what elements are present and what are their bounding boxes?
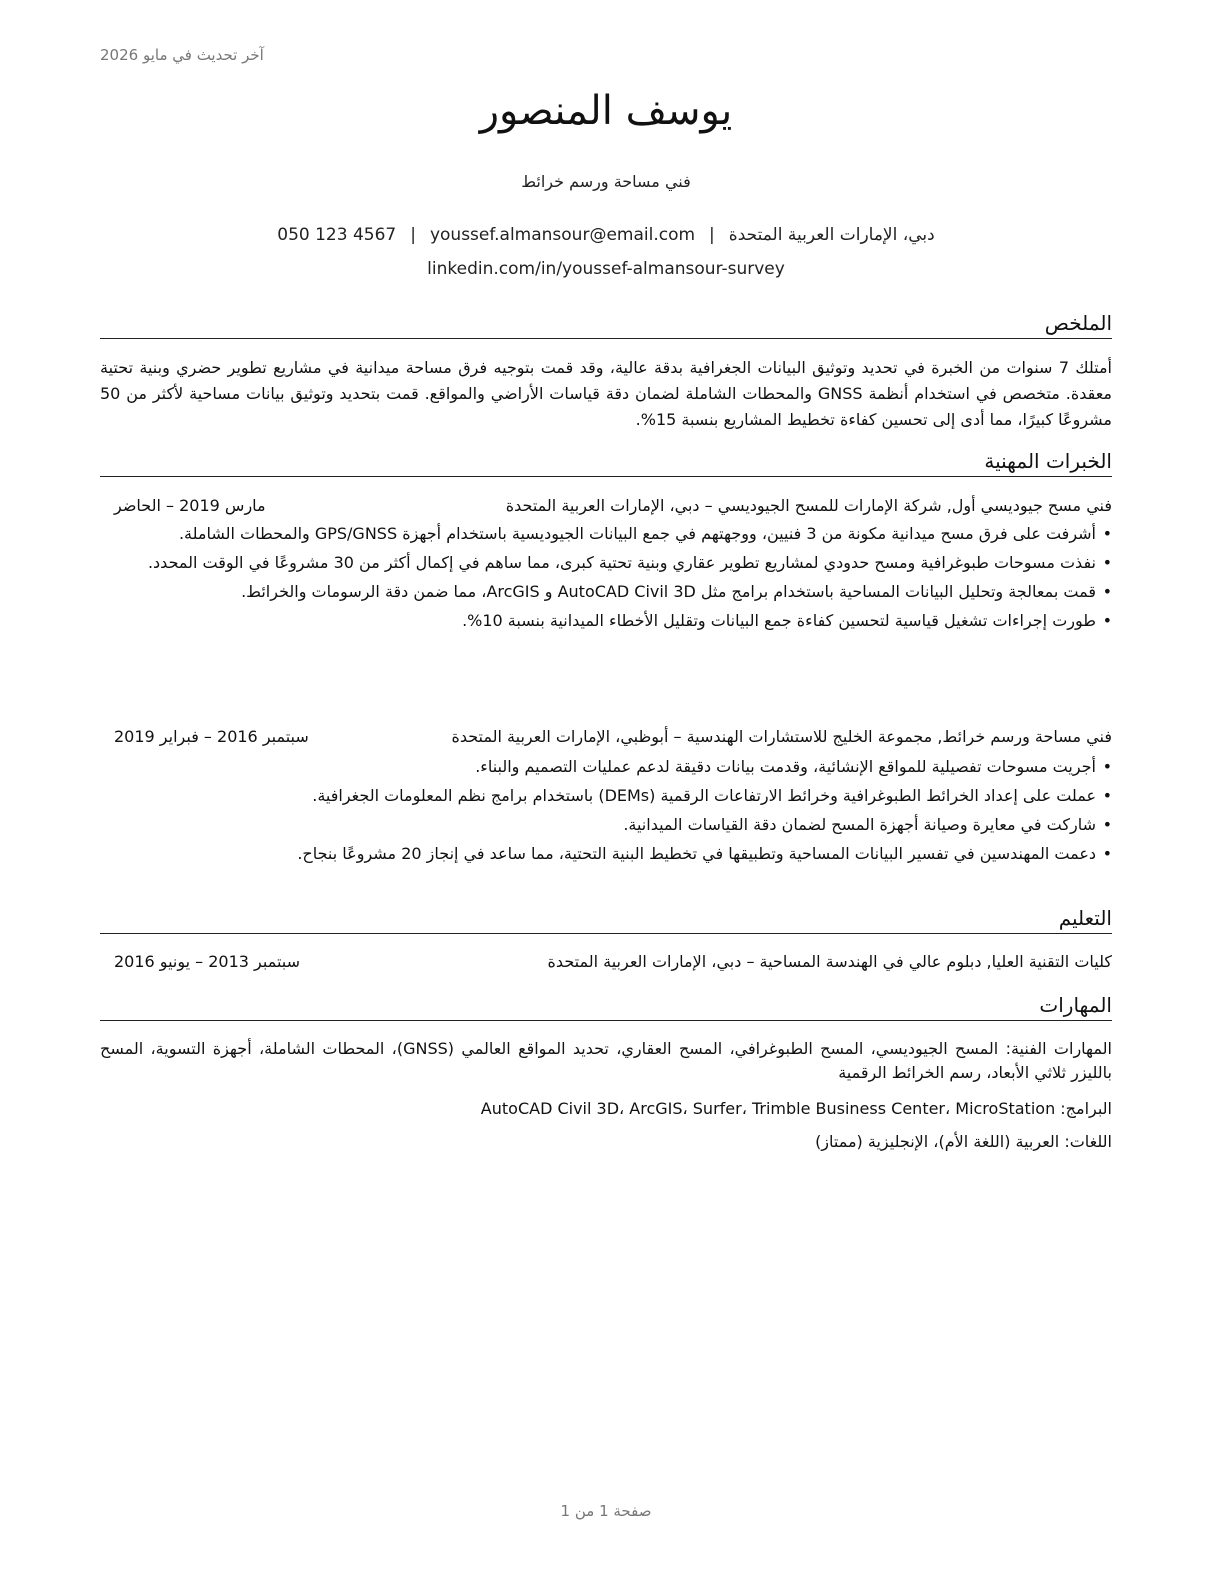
summary-text: أمتلك 7 سنوات من الخبرة في تحديد وتوثيق البيانات الجغرافية بدقة عالية، وقد قمت بتوجيه فرق مساحة ميدانية في مشاريع تطوير حضري وبنية تحتية معقدة. متخصص في استخدام أنظمة GNSS والمحطات الشاملة لضمان دقة قياسات الأراضي والمواقع. قمت بتحديد وتوثيق بيانات مساحية لأكثر من 50 مشروعًا كبيرًا، مما أدى إلى تحسين كفاءة تخطيط المشاريع بنسبة 15%. bbox=[100, 358, 1113, 429]
list-item: • عملت على إعداد الخرائط الطبوغرافية وخرائط الارتفاعات الرقمية (DEMs) باستخدام برامج نظم المعلومات الجغرافية. bbox=[100, 784, 1112, 808]
list-item: • قمت بمعالجة وتحليل البيانات المساحية باستخدام برامج مثل AutoCAD Civil 3D و ArcGIS، مما ضمن دقة الرسومات والخرائط. bbox=[100, 580, 1112, 604]
list-item: • دعمت المهندسين في تفسير البيانات المساحية وتطبيقها في تخطيط البنية التحتية، مما ساعد في إنجاز 20 مشروعًا بنجاح. bbox=[100, 842, 1112, 866]
contact-linkedin[interactable]: linkedin.com/in/youssef-almansour-survey bbox=[427, 259, 785, 279]
education-date: سبتمبر 2013 – يونيو 2016 bbox=[114, 952, 301, 971]
job-title: فني مساحة ورسم خرائط bbox=[521, 172, 691, 191]
candidate-name: يوسف المنصور bbox=[479, 88, 733, 134]
last-updated-note: آخر تحديث في مايو 2026 bbox=[100, 46, 264, 64]
page-number: صفحة 1 من 1 bbox=[560, 1502, 652, 1520]
contact-separator: | bbox=[410, 225, 416, 245]
resume-page bbox=[100, 0, 1112, 1584]
job-role-line: فني مساحة ورسم خرائط, مجموعة الخليج للاستشارات الهندسية – أبوظبي، الإمارات العربية المتحدة bbox=[451, 727, 1112, 746]
education-entry bbox=[100, 950, 1112, 974]
list-item: • شاركت في معايرة وصيانة أجهزة المسح لضمان دقة القياسات الميدانية. bbox=[100, 813, 1112, 837]
contact-separator: | bbox=[709, 225, 715, 245]
section-heading-summary: الملخص bbox=[100, 310, 1112, 339]
skills-technical: المهارات الفنية: المسح الجيوديسي، المسح الطبوغرافي، المسح العقاري، تحديد المواقع العالمي (GNSS)، المحطات الشاملة، أجهزة التسوية، المسح بالليزر ثلاثي الأبعاد، رسم الخرائط الرقمية bbox=[100, 1039, 1112, 1082]
job-role-line: فني مسح جيوديسي أول, شركة الإمارات للمسح الجيوديسي – دبي، الإمارات العربية المتحدة bbox=[505, 496, 1112, 515]
contact-location: دبي، الإمارات العربية المتحدة bbox=[728, 225, 935, 245]
skills-languages: اللغات: العربية (اللغة الأم)، الإنجليزية (ممتاز) bbox=[815, 1132, 1112, 1151]
list-item: • أجريت مسوحات تفصيلية للمواقع الإنشائية، وقدمت بيانات دقيقة لدعم عمليات التصميم والبناء. bbox=[100, 755, 1112, 779]
section-heading-experience: الخبرات المهنية bbox=[100, 448, 1112, 477]
skills-software: البرامج: AutoCAD Civil 3D، ArcGIS، Surfer، Trimble Business Center، MicroStation bbox=[480, 1099, 1112, 1118]
section-heading-skills: المهارات bbox=[100, 992, 1112, 1021]
job-bullets bbox=[100, 522, 1112, 638]
education-line: كليات التقنية العليا, دبلوم عالي في الهندسة المساحية – دبي، الإمارات العربية المتحدة bbox=[547, 952, 1112, 971]
job-date: سبتمبر 2016 – فبراير 2019 bbox=[114, 727, 309, 746]
job-date: مارس 2019 – الحاضر bbox=[114, 496, 266, 515]
job-bullets bbox=[100, 755, 1112, 871]
job-header bbox=[100, 725, 1112, 749]
list-item: • طورت إجراءات تشغيل قياسية لتحسين كفاءة جمع البيانات وتقليل الأخطاء الميدانية بنسبة 10%. bbox=[100, 609, 1112, 633]
contact-email[interactable]: youssef.almansour@email.com bbox=[429, 225, 696, 245]
job-header bbox=[100, 494, 1112, 518]
contact-phone: 050 123 4567 bbox=[277, 225, 397, 245]
section-heading-education: التعليم bbox=[100, 905, 1112, 934]
contact-line bbox=[100, 225, 1112, 245]
list-item: • نفذت مسوحات طبوغرافية ومسح حدودي لمشاريع تطوير عقاري وبنية تحتية كبرى، مما ساهم في إكمال أكثر من 30 مشروعًا في الوقت المحدد. bbox=[100, 551, 1112, 575]
list-item: • أشرفت على فرق مسح ميدانية مكونة من 3 فنيين، ووجهتهم في جمع البيانات الجيوديسية باستخدام أجهزة GPS/GNSS والمحطات الشاملة. bbox=[100, 522, 1112, 546]
